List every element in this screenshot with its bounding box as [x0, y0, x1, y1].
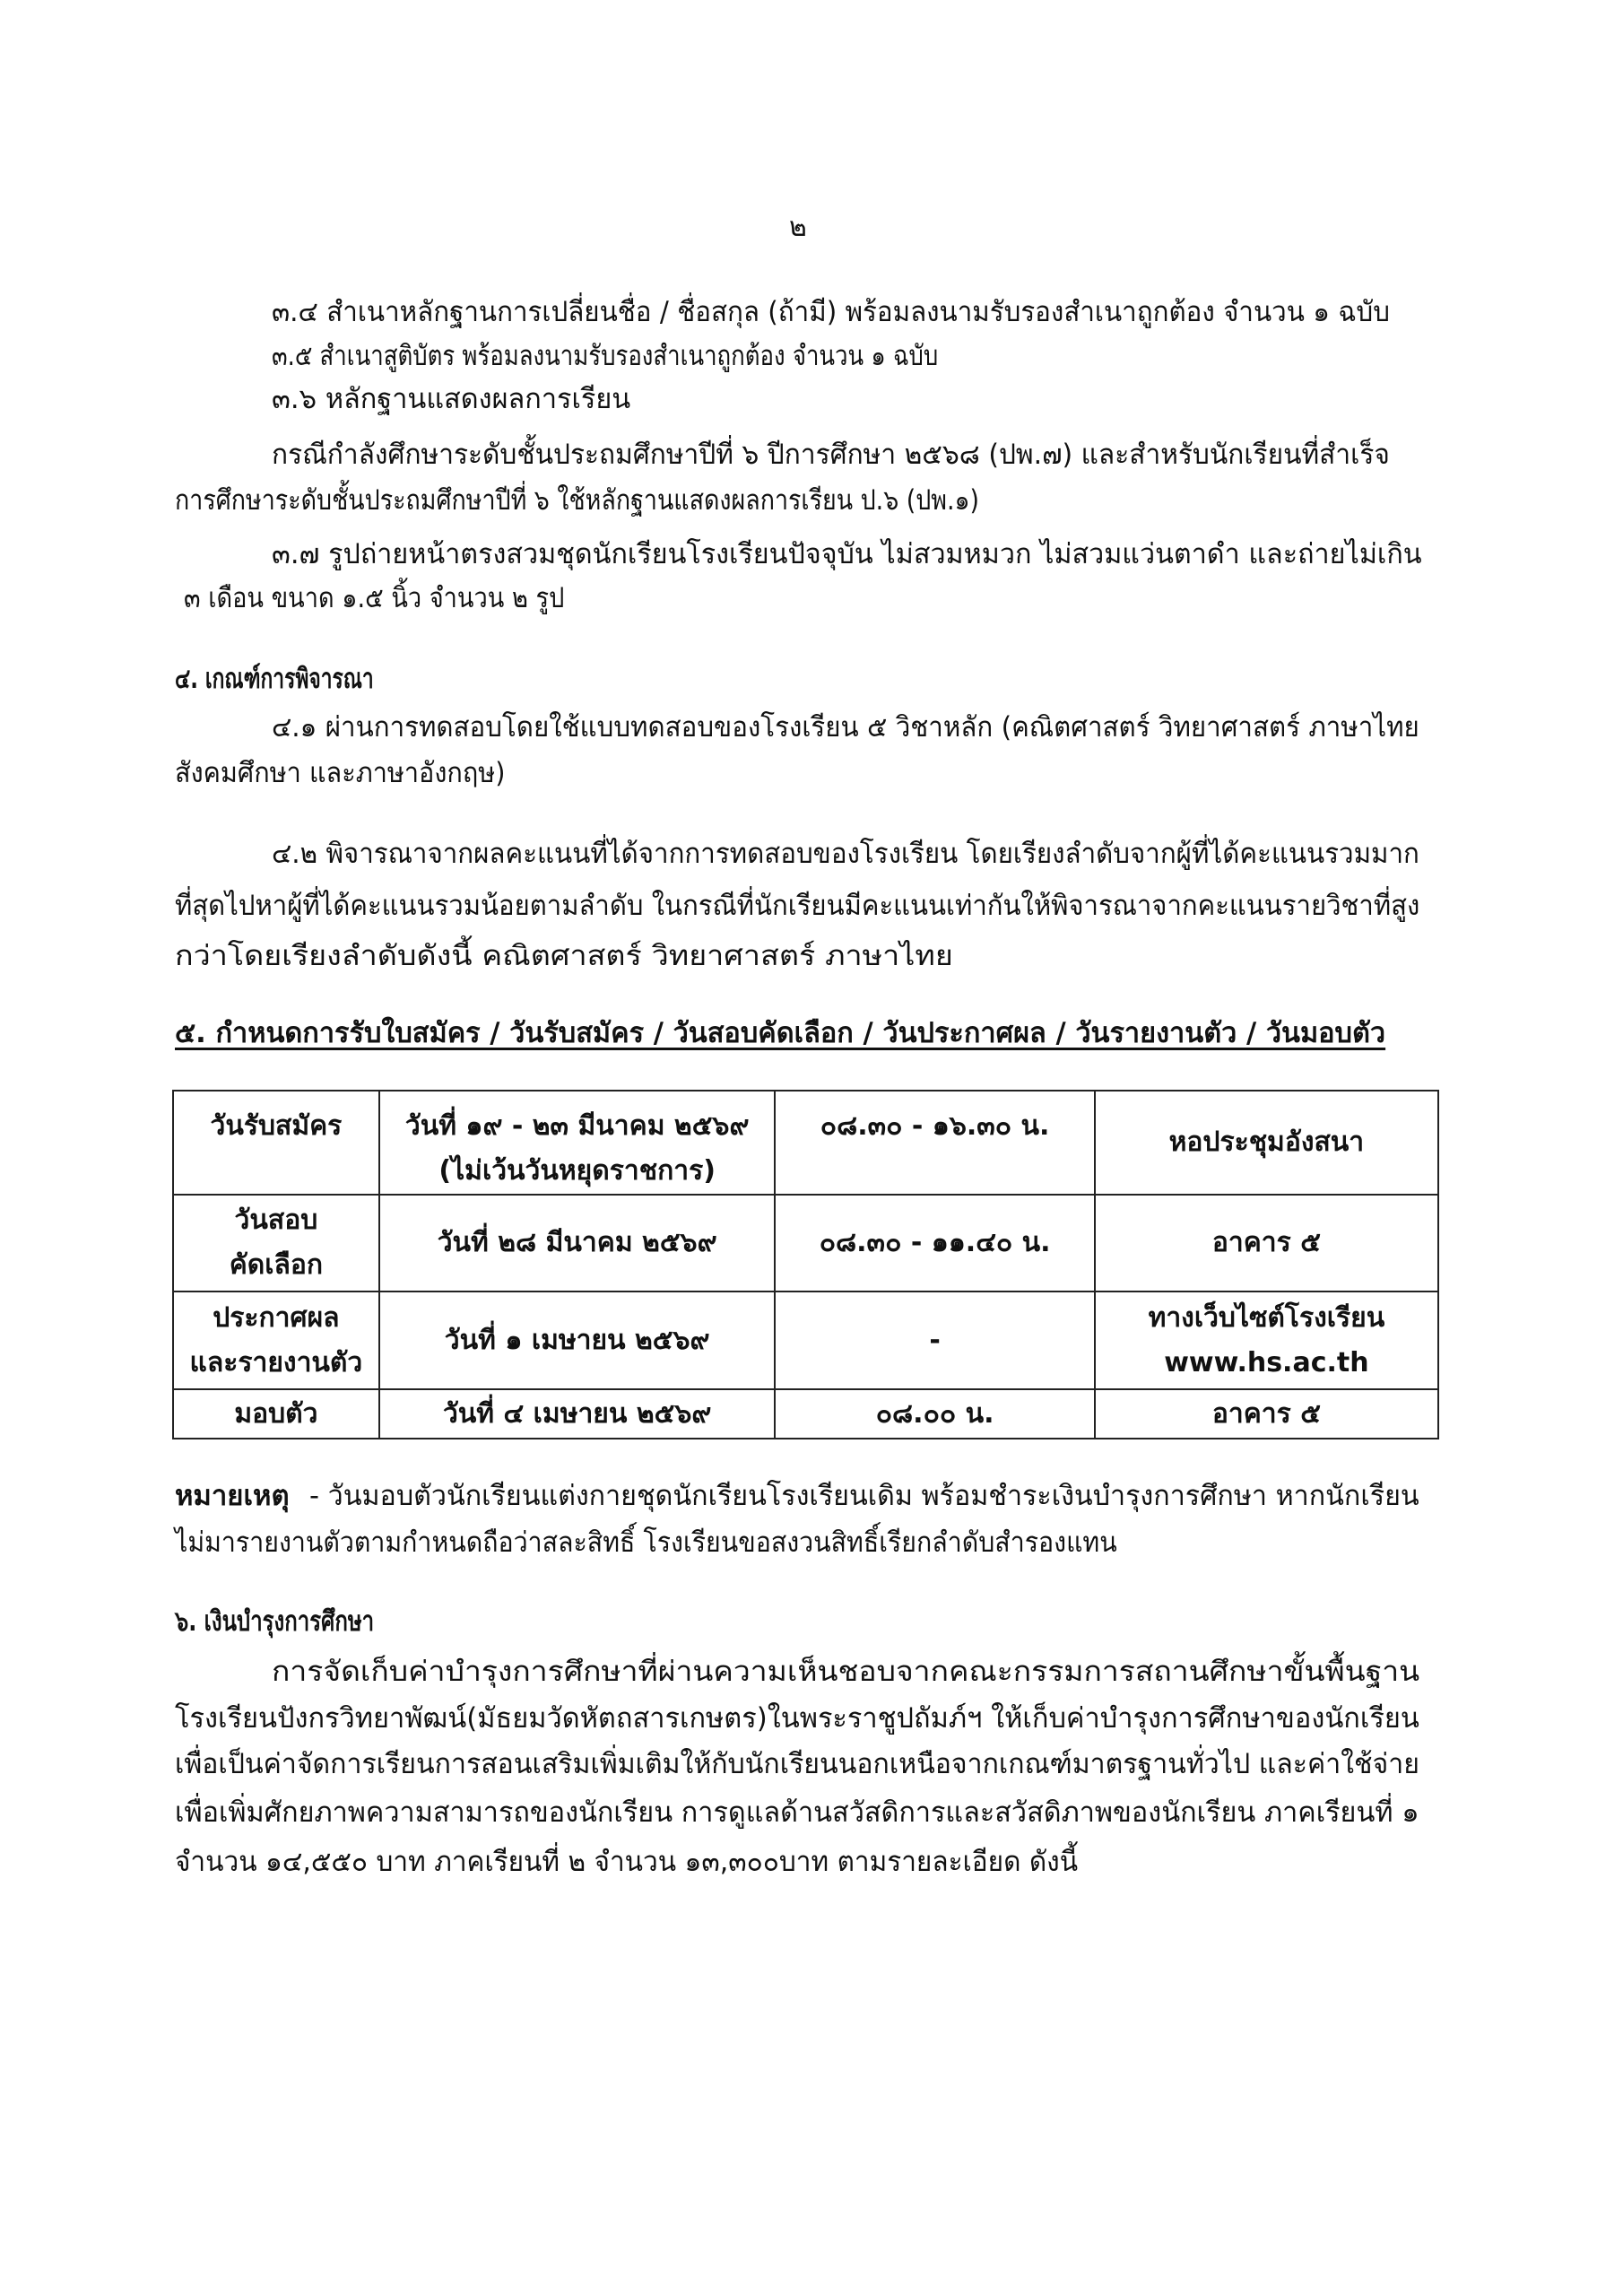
- fee-paragraph-line: การจัดเก็บค่าบำรุงการศึกษาที่ผ่านความเห็นชอบจากคณะกรรมการสถานศึกษาขั้นพื้นฐาน: [272, 1656, 1420, 1688]
- section-4-heading: ๔. เกณฑ์การพิจารณา: [175, 663, 374, 695]
- time-cell: [775, 1389, 1094, 1439]
- time-label: -: [929, 1324, 941, 1356]
- event-label: มอบตัว: [234, 1397, 318, 1430]
- event-cell: [173, 1195, 379, 1292]
- table-row: [173, 1195, 1438, 1292]
- event-label: คัดเลือก: [229, 1249, 324, 1281]
- table-row: [173, 1091, 1438, 1195]
- time-label: ๐๘.๓๐ - ๑๑.๔๐ น.: [819, 1227, 1051, 1258]
- table-row: [173, 1389, 1438, 1439]
- date-cell: [379, 1195, 776, 1292]
- date-label: วันที่ ๑๙ - ๒๓ มีนาคม ๒๕๖๙: [404, 1110, 750, 1142]
- event-cell: [173, 1091, 379, 1195]
- time-cell: [775, 1091, 1094, 1195]
- place-label: ทางเว็บไซต์โรงเรียน: [1148, 1301, 1385, 1334]
- item-3-7-line-2: ๓ เดือน ขนาด ๑.๕ นิ้ว จำนวน ๒ รูป: [184, 582, 565, 614]
- item-4-1-line-1: ๔.๑ ผ่านการทดสอบโดยใช้แบบทดสอบของโรงเรียน ๕ วิชาหลัก (คณิตศาสตร์ วิทยาศาสตร์ ภาษาไทย: [272, 711, 1419, 744]
- date-label: วันที่ ๑ เมษายน ๒๕๖๙: [444, 1324, 710, 1356]
- time-label: ๐๘.๓๐ - ๑๖.๓๐ น.: [820, 1110, 1050, 1142]
- date-label: วันที่ ๒๘ มีนาคม ๒๕๖๙: [437, 1227, 717, 1258]
- date-cell: [379, 1292, 776, 1389]
- place-cell: [1095, 1091, 1438, 1195]
- item-4-1-line-2: สังคมศึกษา และภาษาอังกฤษ): [175, 757, 506, 789]
- event-label: ประกาศผล: [213, 1301, 340, 1334]
- grade-note-line-2: การศึกษาระดับชั้นประถมศึกษาปีที่ ๖ ใช้หลักฐานแสดงผลการเรียน ป.๖ (ปพ.๑): [175, 484, 980, 517]
- section-6-heading: ๖. เงินบำรุงการศึกษา: [175, 1605, 375, 1638]
- place-cell: [1095, 1292, 1438, 1389]
- place-label: หอประชุมอังสนา: [1168, 1126, 1365, 1158]
- time-cell: [775, 1292, 1094, 1389]
- event-cell: [173, 1389, 379, 1439]
- date-cell: [379, 1389, 776, 1439]
- time-label: ๐๘.๐๐ น.: [875, 1397, 994, 1430]
- place-label: อาคาร ๕: [1211, 1397, 1321, 1430]
- fee-paragraph-line: โรงเรียนปังกรวิทยาพัฒน์(มัธยมวัดหัตถสารเกษตร)ในพระราชูปถัมภ์ฯ ให้เก็บค่าบำรุงการศึกษาของนักเรียน: [175, 1702, 1419, 1735]
- table-row: [173, 1292, 1438, 1389]
- item-4-2-line-2: ที่สุดไปหาผู้ที่ได้คะแนนรวมน้อยตามลำดับ ในกรณีที่นักเรียนมีคะแนนเท่ากันให้พิจารณาจากคะแนนรายวิชาที่สูง: [175, 890, 1420, 922]
- item-3-7-line-1: ๓.๗ รูปถ่ายหน้าตรงสวมชุดนักเรียนโรงเรียนปัจจุบัน ไม่สวมหมวก ไม่สวมแว่นตาดำ และถ่ายไม่เกิน: [272, 538, 1422, 570]
- page-number: ๒: [789, 212, 807, 243]
- item-4-2-line-1: ๔.๒ พิจารณาจากผลคะแนนที่ได้จากการทดสอบของโรงเรียน โดยเรียงลำดับจากผู้ที่ได้คะแนนรวมมาก: [272, 838, 1419, 870]
- item-3-6: ๓.๖ หลักฐานแสดงผลการเรียน: [272, 383, 631, 415]
- remark-line-1: - วันมอบตัวนักเรียนแต่งกายชุดนักเรียนโรงเรียนเดิม พร้อมชำระเงินบำรุงการศึกษา หากนักเรียน: [309, 1480, 1419, 1512]
- place-label: อาคาร ๕: [1211, 1227, 1321, 1258]
- section-5-heading: ๕. กำหนดการรับใบสมัคร / วันรับสมัคร / วันสอบคัดเลือก / วันประกาศผล / วันรายงานตัว / วันมอบตัว: [175, 1017, 1386, 1049]
- schedule-table: [172, 1090, 1439, 1439]
- website-link[interactable]: www.hs.ac.th: [1164, 1346, 1369, 1378]
- grade-note-line-1: กรณีกำลังศึกษาระดับชั้นประถมศึกษาปีที่ ๖ ปีการศึกษา ๒๕๖๘ (ปพ.๗) และสำหรับนักเรียนที่สำเร็จ: [272, 439, 1390, 471]
- event-label: วันรับสมัคร: [210, 1110, 343, 1142]
- item-4-2-line-3: กว่าโดยเรียงลำดับดังนี้ คณิตศาสตร์ วิทยาศาสตร์ ภาษาไทย: [175, 940, 953, 972]
- date-label: วันที่ ๔ เมษายน ๒๕๖๙: [442, 1397, 712, 1430]
- date-cell: [379, 1091, 776, 1195]
- fee-paragraph-line: จำนวน ๑๔,๕๕๐ บาท ภาคเรียนที่ ๒ จำนวน ๑๓,๓๐๐บาท ตามรายละเอียด ดังนี้: [175, 1846, 1079, 1878]
- fee-paragraph-line: เพื่อเพิ่มศักยภาพความสามารถของนักเรียน การดูแลด้านสวัสดิการและสวัสดิภาพของนักเรียน ภาคเรียนที่ ๑: [175, 1796, 1419, 1829]
- event-label: วันสอบ: [234, 1205, 318, 1236]
- date-note: (ไม่เว้นวันหยุดราชการ): [438, 1155, 716, 1187]
- item-3-5: ๓.๕ สำเนาสูติบัตร พร้อมลงนามรับรองสำเนาถูกต้อง จำนวน ๑ ฉบับ: [272, 340, 939, 372]
- place-cell: [1095, 1195, 1438, 1292]
- remark-line-2: ไม่มารายงานตัวตามกำหนดถือว่าสละสิทธิ์ โรงเรียนขอสงวนสิทธิ์เรียกลำดับสำรองแทน: [175, 1526, 1117, 1559]
- fee-paragraph-line: เพื่อเป็นค่าจัดการเรียนการสอนเสริมเพิ่มเติมให้กับนักเรียนนอกเหนือจากเกณฑ์มาตรฐานทั่วไป และค่าใช้จ่าย: [175, 1748, 1419, 1780]
- item-3-4: ๓.๔ สำเนาหลักฐานการเปลี่ยนชื่อ / ชื่อสกุล (ถ้ามี) พร้อมลงนามรับรองสำเนาถูกต้อง จำนวน ๑ ฉบับ: [272, 296, 1390, 328]
- remark-label: หมายเหตุ: [175, 1480, 290, 1512]
- time-cell: [775, 1195, 1094, 1292]
- event-label: และรายงานตัว: [189, 1346, 363, 1378]
- place-cell: [1095, 1389, 1438, 1439]
- event-cell: [173, 1292, 379, 1389]
